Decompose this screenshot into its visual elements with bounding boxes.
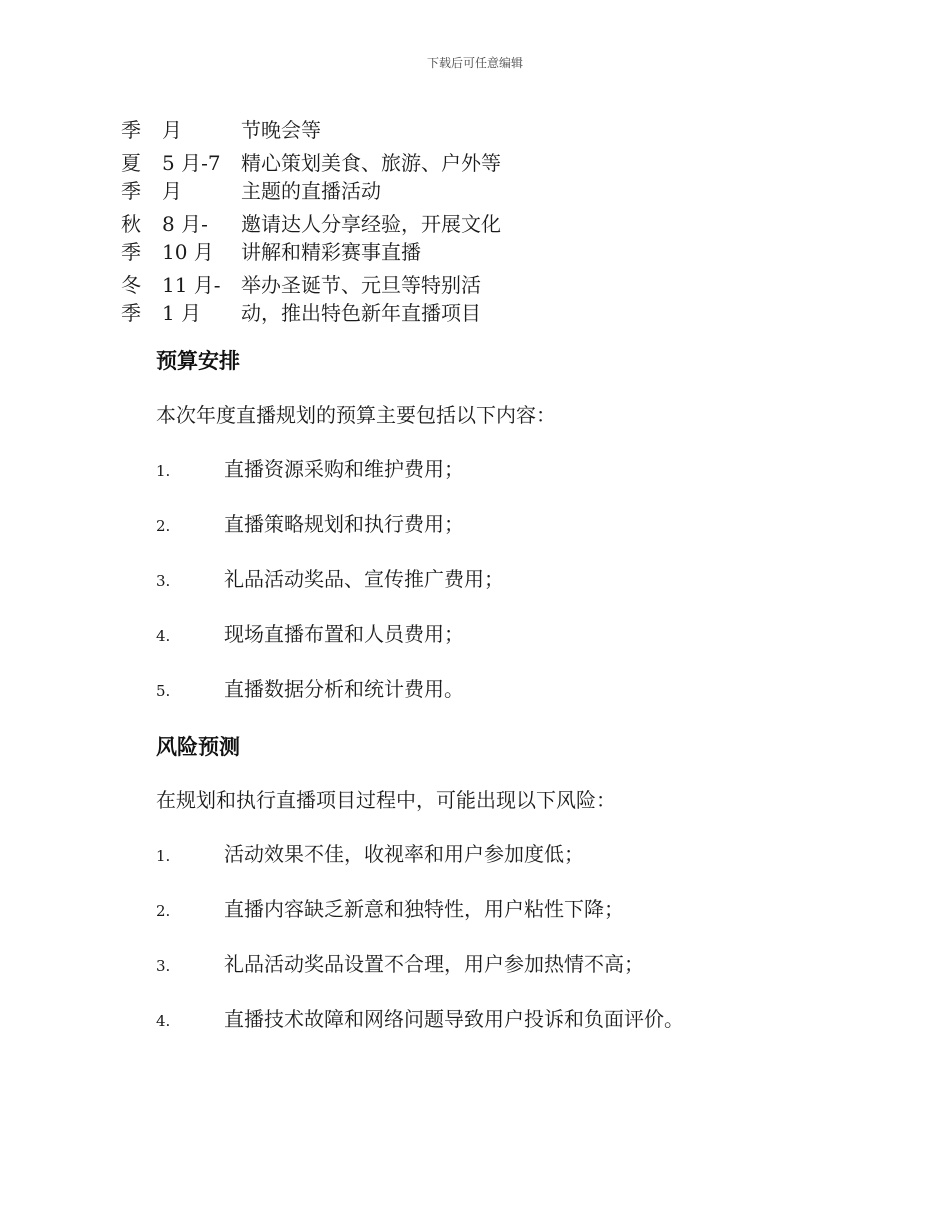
schedule-row bbox=[121, 149, 581, 205]
activity-cell bbox=[241, 116, 561, 144]
page-header: 下载后可任意编辑 bbox=[426, 56, 523, 70]
list-number: 4. bbox=[156, 627, 171, 645]
list-number: 3. bbox=[156, 572, 171, 590]
season-line: 秋 bbox=[121, 212, 141, 236]
list-number: 4. bbox=[156, 1012, 171, 1030]
months-line: 5 月-7 bbox=[162, 151, 221, 175]
season-line: 季 bbox=[121, 118, 141, 142]
list-item bbox=[156, 455, 504, 510]
season-line: 夏 bbox=[121, 151, 141, 175]
list-item bbox=[156, 840, 684, 895]
list-text: 直播内容缺乏新意和独特性，用户粘性下降； bbox=[224, 897, 624, 921]
months-line: 月 bbox=[162, 118, 182, 142]
season-cell bbox=[121, 271, 162, 327]
activity-cell bbox=[241, 271, 561, 327]
months-cell bbox=[162, 116, 241, 144]
list-text: 礼品活动奖品设置不合理，用户参加热情不高； bbox=[224, 952, 644, 976]
list-number: 3. bbox=[156, 957, 171, 975]
risk-heading: 风险预测 bbox=[156, 735, 240, 759]
schedule-row bbox=[121, 271, 581, 327]
activity-line: 讲解和精彩赛事直播 bbox=[241, 240, 421, 264]
months-line: 8 月- bbox=[162, 212, 208, 236]
list-item bbox=[156, 675, 504, 730]
list-item bbox=[156, 895, 684, 950]
list-item bbox=[156, 1005, 684, 1060]
schedule-row bbox=[121, 116, 581, 144]
list-text: 直播技术故障和网络问题导致用户投诉和负面评价。 bbox=[224, 1007, 684, 1031]
risk-list bbox=[156, 840, 684, 1060]
months-cell bbox=[162, 149, 241, 205]
list-number: 2. bbox=[156, 517, 171, 535]
activity-cell bbox=[241, 210, 561, 266]
risk-intro: 在规划和执行直播项目过程中，可能出现以下风险： bbox=[156, 788, 616, 812]
budget-list bbox=[156, 455, 504, 730]
activity-line: 动，推出特色新年直播项目 bbox=[241, 301, 481, 325]
season-line: 季 bbox=[121, 301, 141, 325]
list-text: 现场直播布置和人员费用； bbox=[224, 622, 464, 646]
season-line: 季 bbox=[121, 179, 141, 203]
season-line: 季 bbox=[121, 240, 141, 264]
months-line: 1 月 bbox=[162, 301, 202, 325]
list-text: 直播资源采购和维护费用； bbox=[224, 457, 464, 481]
activity-line: 举办圣诞节、元旦等特别活 bbox=[241, 273, 481, 297]
list-text: 直播数据分析和统计费用。 bbox=[224, 677, 464, 701]
months-line: 月 bbox=[162, 179, 182, 203]
activity-cell bbox=[241, 149, 561, 205]
activity-line: 主题的直播活动 bbox=[241, 179, 381, 203]
budget-intro: 本次年度直播规划的预算主要包括以下内容： bbox=[156, 403, 556, 427]
schedule-row bbox=[121, 210, 581, 266]
list-text: 活动效果不佳，收视率和用户参加度低； bbox=[224, 842, 584, 866]
season-cell bbox=[121, 116, 162, 144]
list-text: 礼品活动奖品、宣传推广费用； bbox=[224, 567, 504, 591]
months-cell bbox=[162, 271, 241, 327]
list-number: 1. bbox=[156, 462, 171, 480]
months-cell bbox=[162, 210, 241, 266]
months-line: 10 月 bbox=[162, 240, 214, 264]
list-item bbox=[156, 620, 504, 675]
list-number: 2. bbox=[156, 902, 171, 920]
list-item bbox=[156, 510, 504, 565]
schedule-table bbox=[121, 116, 581, 332]
activity-line: 邀请达人分享经验，开展文化 bbox=[241, 212, 501, 236]
list-number: 1. bbox=[156, 847, 171, 865]
season-cell bbox=[121, 210, 162, 266]
budget-heading: 预算安排 bbox=[156, 349, 240, 373]
activity-line: 精心策划美食、旅游、户外等 bbox=[241, 151, 501, 175]
season-cell bbox=[121, 149, 162, 205]
activity-line: 节晚会等 bbox=[241, 118, 321, 142]
list-item bbox=[156, 565, 504, 620]
months-line: 11 月- bbox=[162, 273, 221, 297]
list-number: 5. bbox=[156, 682, 171, 700]
season-line: 冬 bbox=[121, 273, 141, 297]
list-text: 直播策略规划和执行费用； bbox=[224, 512, 464, 536]
list-item bbox=[156, 950, 684, 1005]
